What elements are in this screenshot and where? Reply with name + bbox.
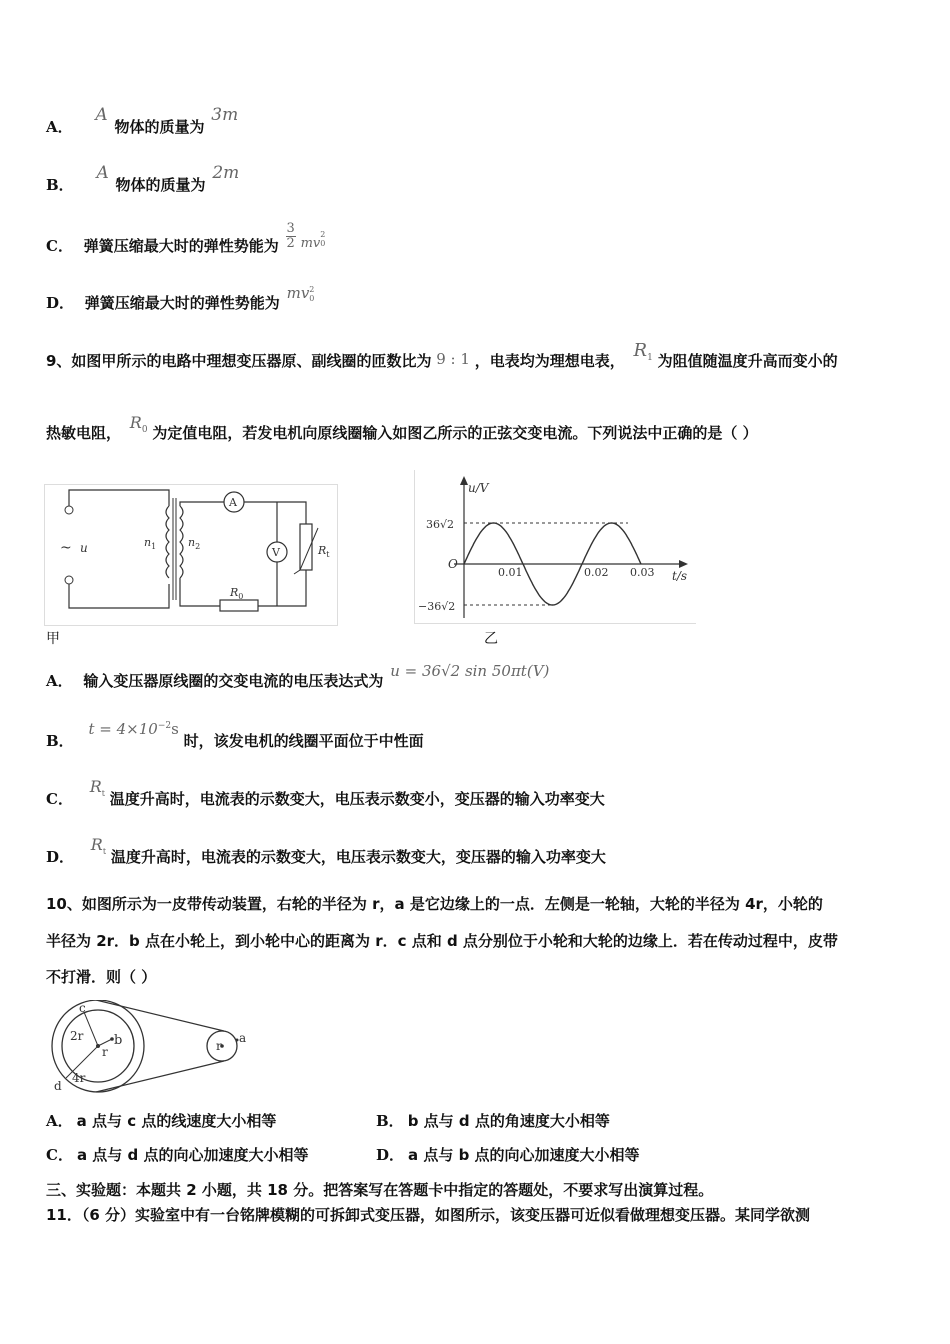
q10-stem-line3: 不打滑．则（ ）	[46, 968, 157, 986]
turns-ratio: 9 : 1	[436, 350, 470, 368]
q9-option-b	[46, 718, 424, 750]
option-text: 温度升高时，电流表的示数变大，电压表示数变小，变压器的输入功率变大	[109, 790, 605, 808]
option-label: D．	[46, 294, 75, 312]
ammeter-label: A	[229, 496, 237, 509]
option-text: 弹簧压缩最大时的弹性势能为	[83, 236, 279, 255]
terminal-top	[65, 506, 73, 514]
figure-b-caption: 乙	[484, 631, 498, 647]
secondary-wire	[180, 502, 224, 506]
rt-label: $R_t$	[318, 544, 330, 559]
q8-option-d	[46, 282, 315, 312]
secondary-coil	[180, 506, 183, 578]
option-text: 温度升高时，电流表的示数变大，电压表示数变大，变压器的输入功率变大	[110, 848, 606, 866]
voltmeter-label: V	[272, 546, 280, 559]
q11-stem: 11．（6 分）实验室中有一台铭牌模糊的可拆卸式变压器，如图所示，该变压器可近似看做理想变压器。某同学欲测	[46, 1206, 811, 1224]
q9-option-c	[46, 776, 605, 808]
exponent: −2	[157, 721, 172, 731]
secondary-wire	[180, 578, 220, 606]
sub: t	[102, 847, 107, 856]
option-label: C．	[46, 236, 73, 255]
fraction-denominator: 2	[286, 236, 295, 251]
terminal-bottom	[65, 576, 73, 584]
option-text: a 点与 b 点的向心加速度大小相等	[408, 1146, 640, 1164]
resistor-r0	[220, 600, 258, 611]
stem-text: 为定值电阻，若发电机向原线圈输入如图乙所示的正弦交变电流。下列说法中正确的是（ ）	[152, 424, 758, 442]
voltage-graph	[414, 470, 696, 624]
math-value: 2m	[212, 163, 240, 183]
math-mv: mv	[300, 235, 321, 251]
option-label: A．	[46, 118, 73, 136]
label-b: b	[114, 1033, 123, 1048]
unit: s	[171, 720, 179, 738]
x-tick-label: 0.03	[630, 566, 655, 579]
q9-stem-line2	[46, 412, 758, 442]
secondary-wire	[244, 502, 306, 524]
option-label: B．	[376, 1112, 404, 1130]
x-axis-arrow	[679, 560, 688, 568]
option-label: B．	[46, 176, 74, 194]
stem-text: 9、如图甲所示的电路中理想变压器原、副线圈的匝数比为	[46, 352, 432, 370]
label-c: c	[79, 1001, 86, 1015]
q8-option-b	[46, 162, 240, 194]
math-rt: R	[90, 835, 103, 854]
stem-text: 热敏电阻，	[46, 424, 122, 442]
section-3-heading: 三、实验题：本题共 2 小题，共 18 分。把答案写在答题卡中指定的答题处，不要求写出演算过程。	[46, 1181, 714, 1199]
sub: 0	[320, 238, 326, 248]
radius-2r	[84, 1012, 98, 1046]
option-text: 输入变压器原线圈的交变电流的电压表达式为	[83, 672, 384, 690]
label-r: r	[102, 1045, 108, 1059]
circuit-diagram	[44, 484, 338, 626]
math-rt: R	[89, 777, 102, 796]
sub-sup	[309, 285, 314, 303]
secondary-wire	[258, 570, 306, 606]
q10-stem-line2: 半径为 2r．b 点在小轮上，到小轮中心的距离为 r．c 点和 d 点分别位于小轮和大轮的边缘上．若在传动过程中，皮带	[46, 932, 838, 950]
r0-label: $R_0$	[230, 586, 244, 601]
x-tick-label: 0.02	[584, 566, 609, 579]
belt-top	[96, 1000, 224, 1031]
q9-option-d	[46, 834, 606, 866]
x-axis-label: t/s	[672, 569, 688, 583]
option-text: 物体的质量为	[114, 118, 205, 136]
label-a: a	[239, 1031, 247, 1045]
y-max-label: 36√2	[426, 518, 455, 531]
y-axis-label: u/V	[468, 481, 489, 495]
sup: 2	[320, 229, 326, 239]
option-label: B．	[46, 732, 74, 750]
option-text: b 点与 d 点的角速度大小相等	[407, 1112, 610, 1130]
option-label: A．	[46, 1112, 73, 1130]
q10-stem-line1: 10、如图所示为一皮带传动装置，右轮的半径为 r，a 是它边缘上的一点．左侧是一轮轴，大轮的半径为 4r，小轮的	[46, 895, 823, 913]
q9-option-a	[46, 660, 550, 690]
primary-wire-top	[69, 490, 169, 506]
option-label: C．	[46, 1146, 73, 1164]
math-r1: R	[633, 340, 648, 361]
q9-stem-line1	[46, 340, 838, 370]
belt-bottom	[96, 1061, 224, 1092]
q8-option-c	[46, 221, 326, 255]
sub: 0	[309, 294, 315, 303]
sub: 1	[647, 353, 653, 363]
primary-coil	[166, 506, 169, 578]
label-right-r: r	[216, 1039, 222, 1053]
option-label: D．	[376, 1146, 405, 1164]
y-axis-arrow	[460, 476, 468, 485]
figure-frame	[45, 485, 338, 626]
label-2r: 2r	[70, 1029, 84, 1043]
option-text: 时，该发电机的线圈平面位于中性面	[183, 732, 424, 750]
center-dot	[96, 1044, 100, 1048]
n1-label: $n_1$	[144, 536, 157, 551]
math-symbol: A	[96, 163, 109, 183]
option-label: C．	[46, 790, 73, 808]
y-min-label: −36√2	[418, 600, 456, 613]
q10-option-c	[46, 1144, 308, 1165]
option-text: a 点与 d 点的向心加速度大小相等	[76, 1146, 309, 1164]
math-mv: mv	[286, 284, 310, 302]
math-symbol: A	[95, 105, 108, 125]
label-d: d	[54, 1079, 62, 1093]
q8-option-a	[46, 104, 239, 136]
option-label: D．	[46, 848, 75, 866]
option-label: A．	[46, 672, 73, 690]
n2-label: $n_2$	[188, 536, 201, 551]
voltage-formula: u = 36√2 sin 50πt(V)	[390, 662, 550, 680]
q10-option-a	[46, 1110, 276, 1131]
sub: t	[101, 789, 105, 798]
figure-a-caption: 甲	[46, 631, 60, 647]
belt-drive-diagram	[46, 1000, 256, 1096]
label-4r: 4r	[72, 1071, 86, 1085]
fraction-numerator: 3	[286, 221, 295, 236]
voltage-label: u	[80, 541, 88, 555]
q10-option-d	[376, 1144, 640, 1165]
sub-sup	[320, 230, 325, 248]
option-text: a 点与 c 点的线速度大小相等	[76, 1112, 277, 1130]
math-value: 3m	[211, 105, 239, 125]
time-formula: t = 4×10	[88, 720, 158, 738]
option-text: 弹簧压缩最大时的弹性势能为	[84, 294, 280, 312]
math-r0: R	[129, 413, 142, 432]
primary-wire-bottom	[69, 584, 169, 608]
stem-text: 为阻值随温度升高而变小的	[657, 352, 838, 370]
stem-text: ，电表均为理想电表，	[474, 352, 625, 370]
sup: 2	[309, 285, 315, 294]
sub: 0	[141, 425, 148, 435]
ac-source-symbol: ~	[60, 540, 72, 556]
origin-label: O	[448, 557, 458, 571]
q10-option-b	[376, 1110, 610, 1131]
x-tick-label: 0.01	[498, 566, 523, 579]
fraction	[286, 222, 296, 251]
option-text: 物体的质量为	[115, 176, 206, 194]
